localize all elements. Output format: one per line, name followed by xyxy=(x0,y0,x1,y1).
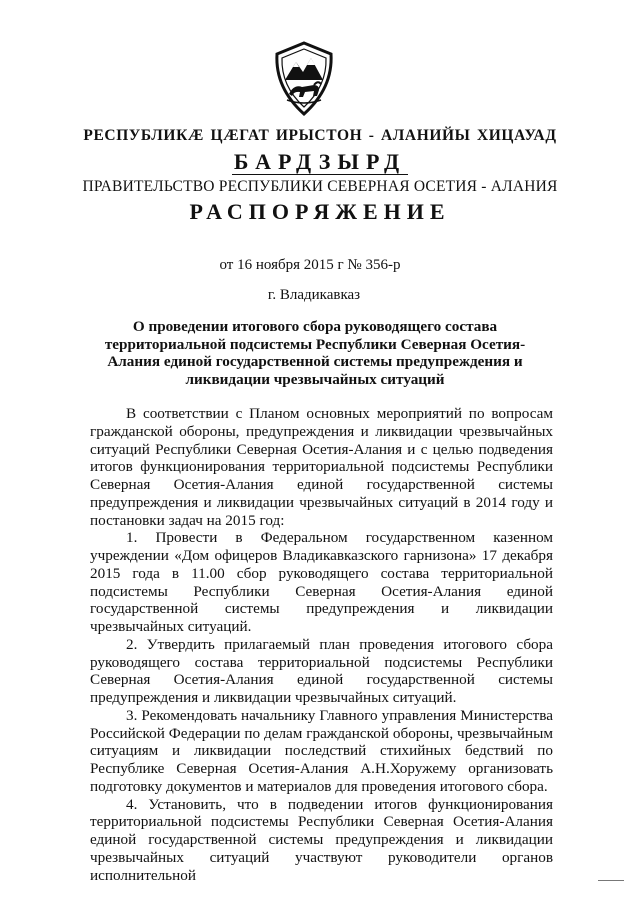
paragraph-item-4: 4. Установить, что в подведении итогов функционирования территориальной подсистемы Республики Северная Осетия-Алания единой государственной системы предупреждения и ликвидации чрезвычайных ситуаций участвуют руководители органов исполнительной xyxy=(90,795,553,884)
coat-of-arms-icon xyxy=(269,40,339,118)
ossetian-republic-header: РЕСПУБЛИКӔ ЦӔГАТ ИРЫСТОН - АЛАНИЙЫ ХИЦАУАД xyxy=(83,127,557,144)
ossetian-order-heading xyxy=(0,149,640,175)
paragraph-item-1: 1. Провести в Федеральном государственном казенном учреждении «Дом офицеров Владикавказского гарнизона» 17 декабря 2015 года в 11.00 сбор руководящего состава территориальной подсистемы Республики Северная Осетия-Алания единой государственной системы предупреждения и ликвидации чрезвычайных ситуаций. xyxy=(90,529,553,635)
government-header: ПРАВИТЕЛЬСТВО РЕСПУБЛИКИ СЕВЕРНАЯ ОСЕТИЯ - АЛАНИЯ xyxy=(82,178,558,195)
document-type-heading: РАСПОРЯЖЕНИЕ xyxy=(189,199,451,224)
page-edge-mark xyxy=(598,880,624,881)
city-line: г. Владикавказ xyxy=(267,287,361,303)
document-body xyxy=(90,405,553,884)
paragraph-item-3: 3. Рекомендовать начальнику Главного управления Министерства Российской Федерации по делам гражданской обороны, чрезвычайным ситуациям и ликвидации последствий стихийных бедствий по Республике Северная Осетия-Алания А.Н.Хоружему организовать подготовку документов и материалов для проведения итогового сбора. xyxy=(90,706,553,795)
paragraph-preamble: В соответствии с Планом основных мероприятий по вопросам гражданской обороны, предупреждения и ликвидации чрезвычайных ситуаций Республики Северная Осетия-Алания и с целью подведения итогов функционирования территориальной подсистемы Республики Северная Осетия-Алания единой государственной системы предупреждения и ликвидации чрезвычайных ситуаций в 2014 году и постановки задач на 2015 год: xyxy=(90,405,553,529)
paragraph-item-2: 2. Утвердить прилагаемый план проведения итогового сбора руководящего состава территориальной подсистемы Республики Северная Осетия-Алания единой государственной системы предупреждения и ликвидации чрезвычайных ситуаций. xyxy=(90,635,553,706)
date-number-line: от 16 ноября 2015 г № 356-р xyxy=(219,257,401,273)
document-title: О проведении итогового сбора руководящего состава территориальной подсистемы Республики Северная Осетия-Алания единой государственной системы предупреждения и ликвидации чрезвычайных ситуаций xyxy=(104,318,526,388)
ossetian-order-text: БАРДЗЫРД xyxy=(233,149,407,174)
